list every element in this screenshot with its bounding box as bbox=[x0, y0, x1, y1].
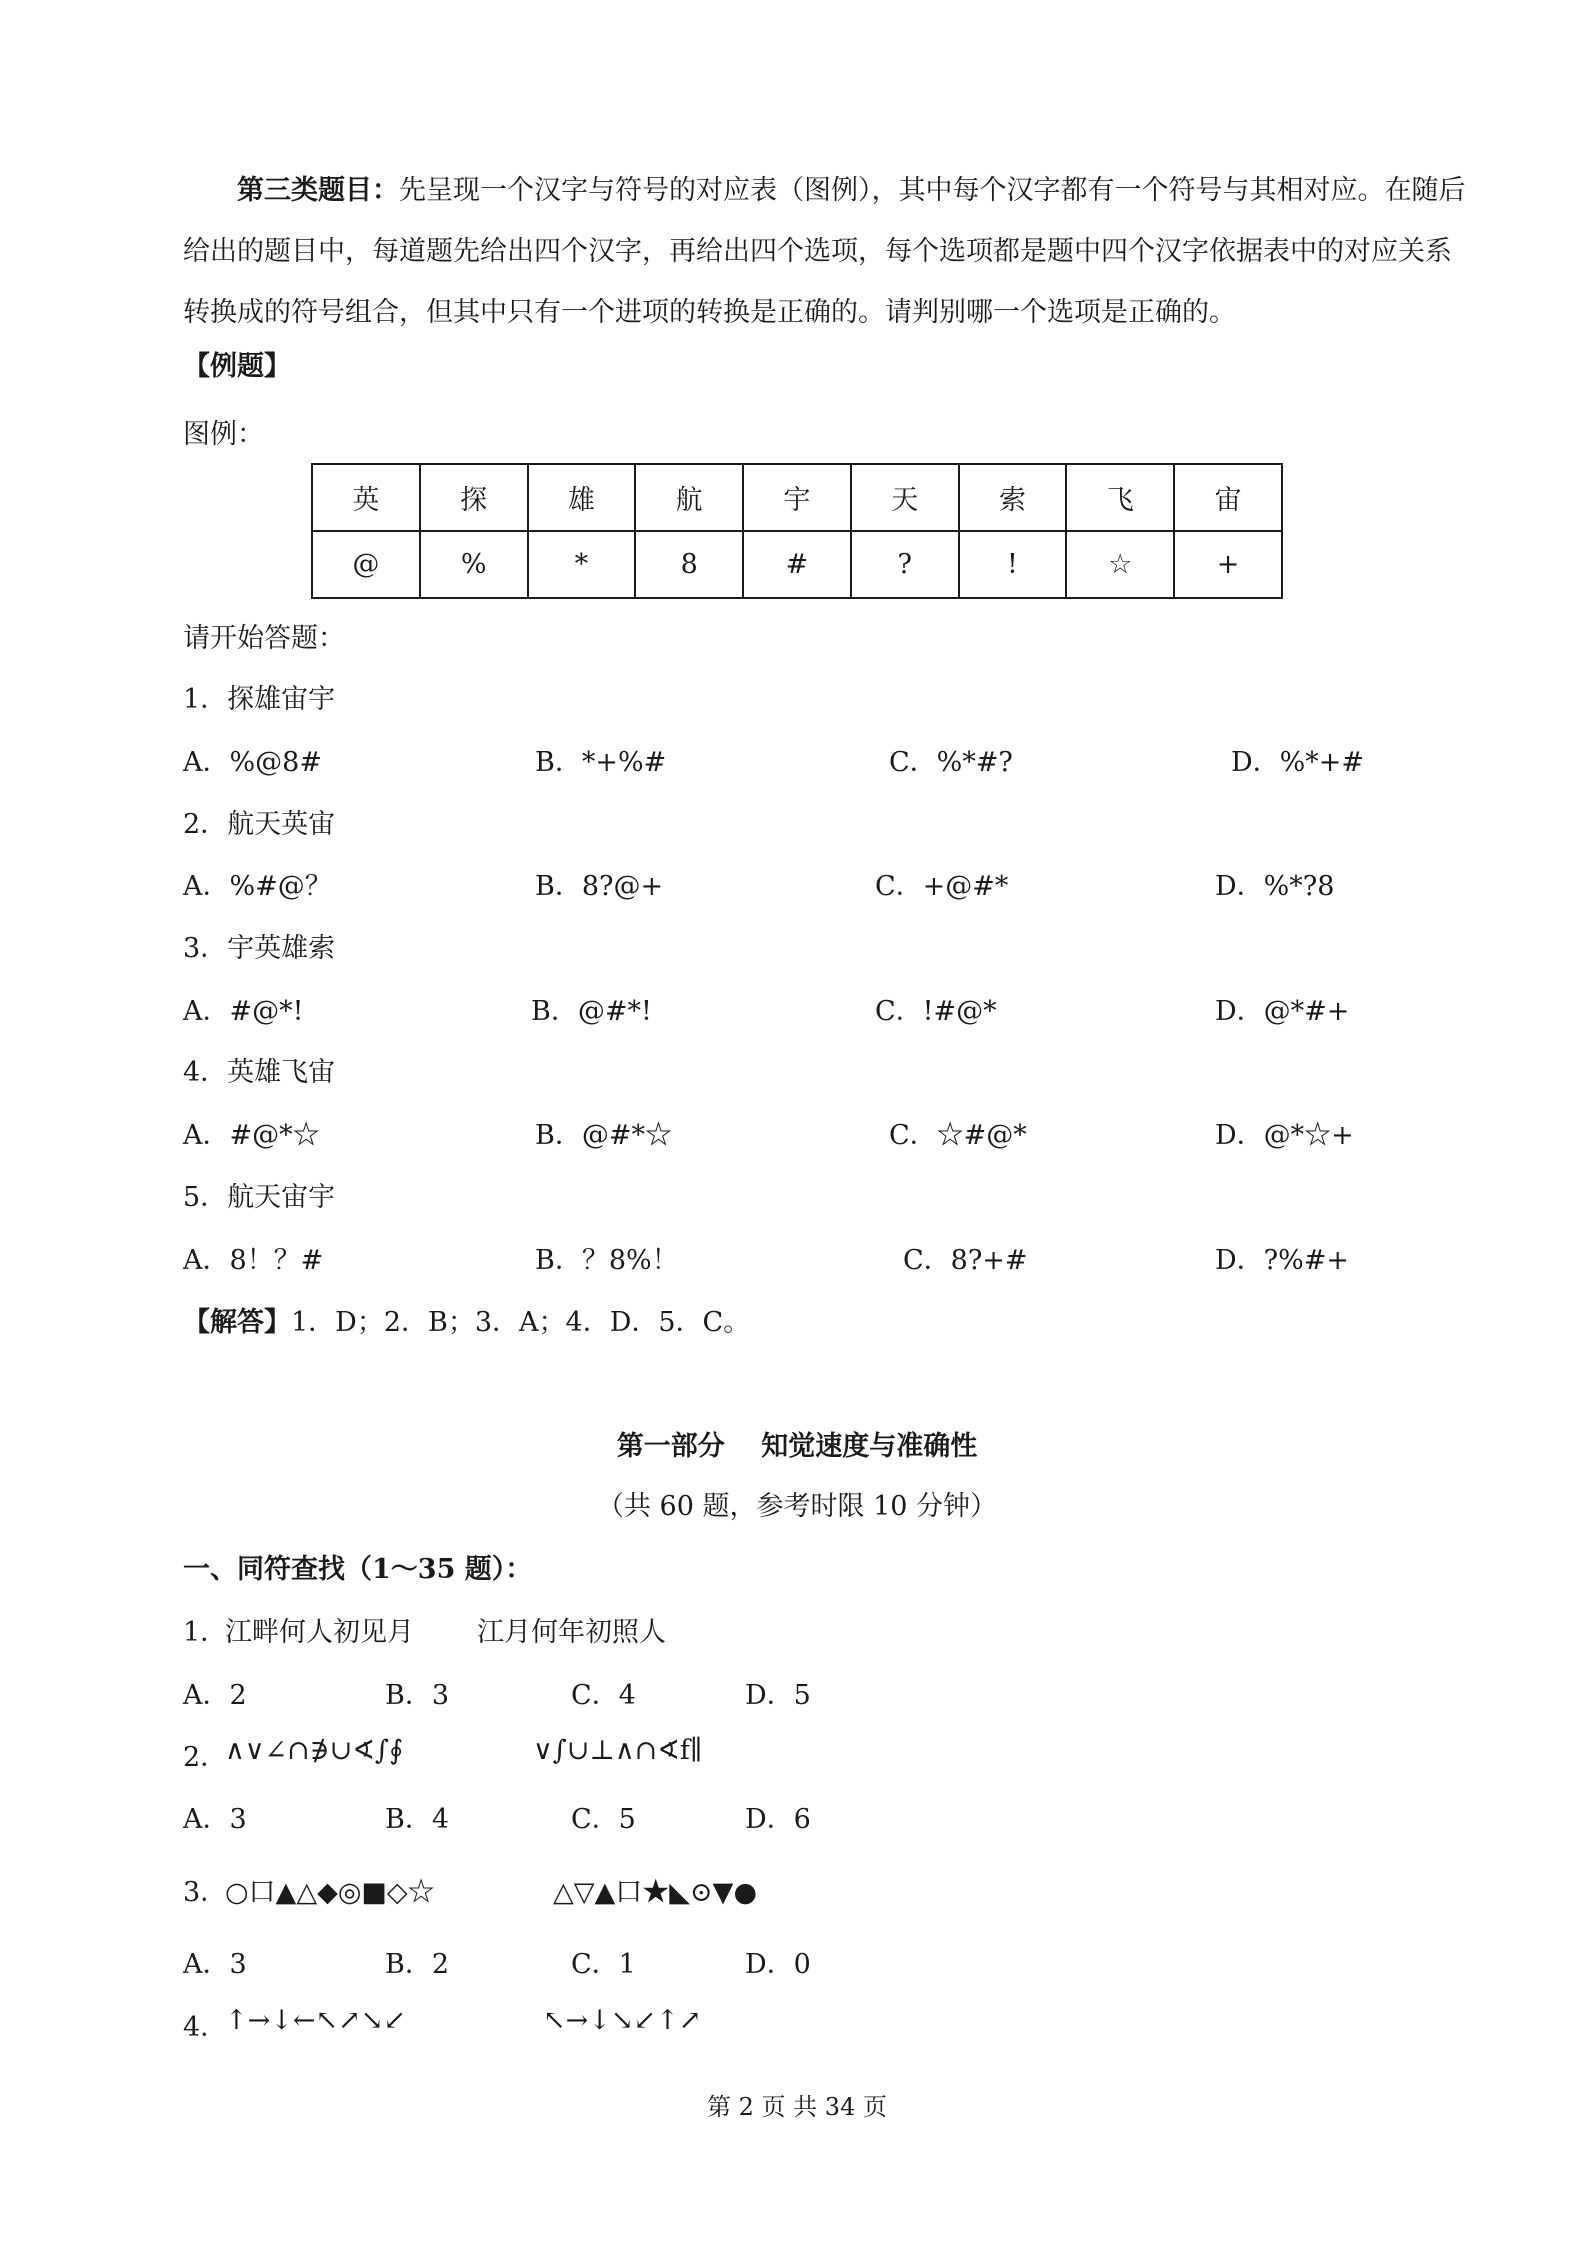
option-a: A．3 bbox=[183, 1804, 247, 1835]
option-c: C．1 bbox=[571, 1949, 636, 1980]
option-c: C．4 bbox=[571, 1680, 636, 1711]
option-b: B．@#*☆ bbox=[535, 1120, 672, 1151]
question-number: 4． bbox=[183, 2012, 228, 2043]
option-d: D．@*#+ bbox=[1215, 996, 1350, 1027]
example-heading: 【例题】 bbox=[183, 351, 291, 382]
option-b: B．4 bbox=[385, 1804, 450, 1835]
example-question: 5．航天宙宇 bbox=[183, 1182, 336, 1213]
legend-symbol-row bbox=[312, 531, 1282, 598]
answer-text: 1．D；2．B；3．A；4．D．5．C。 bbox=[291, 1307, 751, 1338]
option-b: B．@#*! bbox=[531, 996, 652, 1027]
option-d: D．6 bbox=[745, 1804, 811, 1835]
start-prompt: 请开始答题： bbox=[183, 623, 345, 654]
option-d: D．@*☆+ bbox=[1215, 1120, 1354, 1151]
intro-paragraph bbox=[183, 160, 1473, 343]
option-b: B．3 bbox=[385, 1680, 450, 1711]
legend-symbol: # bbox=[743, 531, 851, 598]
legend-symbol: ☆ bbox=[1066, 531, 1174, 598]
option-b: B．2 bbox=[385, 1949, 450, 1980]
legend-symbol: 8 bbox=[635, 531, 743, 598]
option-d: D．0 bbox=[745, 1949, 811, 1980]
question-number: 1． bbox=[183, 1617, 228, 1648]
option-a: A．#@*! bbox=[183, 996, 304, 1027]
legend-symbol: ! bbox=[959, 531, 1067, 598]
option-b: B．？8%！ bbox=[535, 1245, 679, 1276]
option-c: C．!#@* bbox=[875, 996, 997, 1027]
option-a: A．#@*☆ bbox=[183, 1120, 320, 1151]
legend-char: 索 bbox=[959, 464, 1067, 531]
question-left-string: ↑→↓←↖↗↘↙ bbox=[225, 2005, 406, 2036]
legend-symbol: @ bbox=[312, 531, 420, 598]
option-a: A．%#@？ bbox=[183, 871, 332, 902]
question-number: 3． bbox=[183, 1877, 228, 1908]
example-question: 4．英雄飞宙 bbox=[183, 1057, 336, 1088]
option-d: D．%*+# bbox=[1231, 747, 1365, 778]
question-left-string: ○口▲△◆◎■◇☆ bbox=[225, 1877, 435, 1908]
option-a: A．8！？# bbox=[183, 1245, 324, 1276]
page-footer: 第 2 页 共 34 页 bbox=[707, 2093, 887, 2121]
option-d: D．?%#+ bbox=[1215, 1245, 1350, 1276]
option-c: C．8?+# bbox=[903, 1245, 1028, 1276]
legend-symbol: % bbox=[420, 531, 528, 598]
legend-symbol: * bbox=[528, 531, 636, 598]
example-question: 3．宇英雄索 bbox=[183, 933, 336, 964]
legend-table bbox=[311, 463, 1283, 599]
option-c: C．5 bbox=[571, 1804, 636, 1835]
legend-char: 宙 bbox=[1174, 464, 1282, 531]
option-c: C．%*#? bbox=[889, 747, 1013, 778]
legend-char: 天 bbox=[851, 464, 959, 531]
option-b: B．8?@+ bbox=[535, 871, 664, 902]
answer-label: 【解答】 bbox=[183, 1307, 291, 1338]
legend-char: 英 bbox=[312, 464, 420, 531]
option-a: A．%@8# bbox=[183, 747, 322, 778]
part-title: 第一部分 知觉速度与准确性 bbox=[616, 1431, 978, 1462]
option-a: A．3 bbox=[183, 1949, 247, 1980]
legend-char: 航 bbox=[635, 464, 743, 531]
legend-char: 雄 bbox=[528, 464, 636, 531]
option-d: D．5 bbox=[745, 1680, 811, 1711]
legend-char: 探 bbox=[420, 464, 528, 531]
legend-char-row bbox=[312, 464, 1282, 531]
option-b: B．*+%# bbox=[535, 747, 667, 778]
question-right-string: △▽▲口★◣⊙▼● bbox=[553, 1877, 758, 1908]
part-subtitle: （共 60 题，参考时限 10 分钟） bbox=[596, 1491, 998, 1522]
legend-symbol: + bbox=[1174, 531, 1282, 598]
question-left-string: 江畔何人初见月 bbox=[225, 1617, 414, 1648]
intro-label: 第三类题目： bbox=[237, 175, 399, 206]
legend-symbol: ? bbox=[851, 531, 959, 598]
example-question: 1．探雄宙宇 bbox=[183, 684, 336, 715]
legend-label: 图例： bbox=[183, 419, 264, 450]
legend-char: 飞 bbox=[1066, 464, 1174, 531]
example-question: 2．航天英宙 bbox=[183, 809, 336, 840]
question-right-string: 江月何年初照人 bbox=[477, 1617, 666, 1648]
section-heading: 一、同符查找（1～35 题）： bbox=[183, 1554, 533, 1585]
question-right-string: ∨∫∪⊥∧∩∢f∥ bbox=[533, 1735, 703, 1766]
question-number: 2． bbox=[183, 1742, 228, 1773]
intro-text: 先呈现一个汉字与符号的对应表（图例），其中每个汉字都有一个符号与其相对应。在随后给出的题目中，每道题先给出四个汉字，再给出四个选项，每个选项都是题中四个汉字依据表中的对应关系转换成的符号组合，但其中只有一个进项的转换是正确的。请判别哪一个选项是正确的。 bbox=[183, 175, 1466, 328]
question-right-string: ↖→↓↘↙↑↗ bbox=[543, 2005, 702, 2036]
legend-char: 宇 bbox=[743, 464, 851, 531]
option-c: C．+@#* bbox=[875, 871, 1009, 902]
answer-line bbox=[183, 1300, 750, 1339]
option-c: C．☆#@* bbox=[889, 1120, 1027, 1151]
option-a: A．2 bbox=[183, 1680, 247, 1711]
question-left-string: ∧∨∠∩∌∪∢∫∮ bbox=[225, 1735, 404, 1766]
option-d: D．%*?8 bbox=[1215, 871, 1335, 902]
